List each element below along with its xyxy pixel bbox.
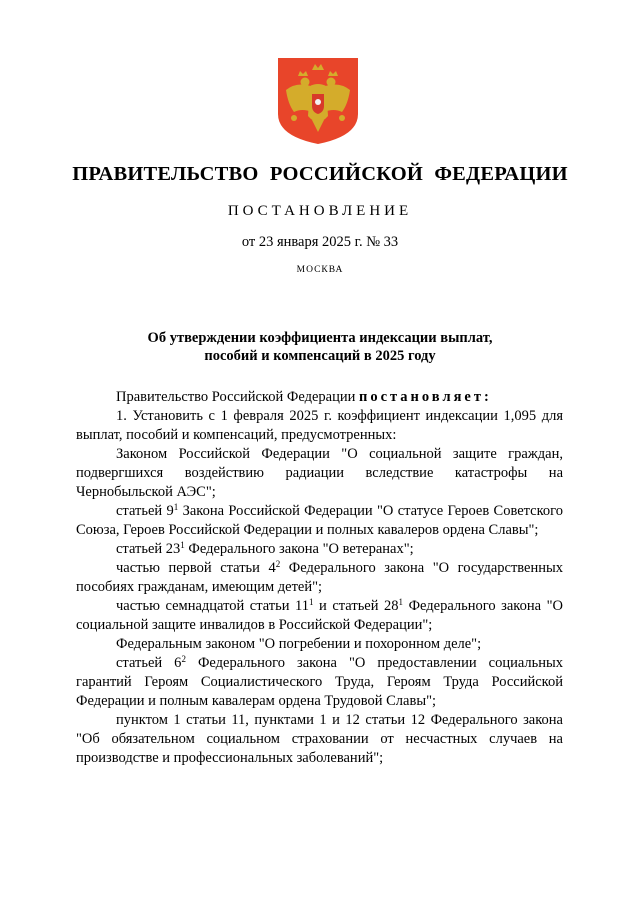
decree-subject (100, 329, 540, 365)
disabled-text: Федерального закона "О социальной защите инвалидов в Российской Федерации"; (76, 598, 563, 633)
heroes-law-text: Закона Российской Федерации "О статусе Героев Советского Союза, Героев Российской Федерации и полных кавалеров ордена Славы"; (76, 503, 564, 538)
veterans-law-text: Федерального закона "О ветеранах"; (184, 541, 414, 557)
veterans-law-ref: статьей 23 (116, 541, 181, 557)
intro-verb: постановляет: (358, 389, 492, 405)
children-benefits-sup: 2 (275, 559, 281, 569)
insurance-law-paragraph: пунктом 1 статьи 11, пунктами 1 и 12 статьи 12 Федерального закона "Об обязательном социальном страховании от несчастных случаев на производстве и профессиональных заболеваний"; (76, 712, 563, 766)
disabled-sup-2: 1 (398, 597, 404, 607)
heroes-law-paragraph (76, 502, 563, 540)
disabled-protection-paragraph (76, 597, 563, 635)
heroes-law-ref: статьей 9 (116, 503, 174, 519)
burial-law-paragraph: Федеральным законом "О погребении и похоронном деле"; (116, 636, 482, 652)
children-benefits-paragraph (76, 559, 563, 597)
russian-coat-of-arms-icon (276, 56, 360, 146)
disabled-ref-2: и статьей 28 (313, 598, 399, 614)
decree-date-number: от 23 января 2025 г. № 33 (241, 234, 399, 250)
heroes-law-sup: 1 (173, 502, 179, 512)
subject-line-2: пособий и компенсаций в 2025 году (204, 348, 436, 364)
labor-heroes-ref: статьей 6 (116, 655, 182, 671)
intro-paragraph (76, 388, 563, 407)
disabled-ref-1: частью семнадцатой статьи 11 (116, 598, 310, 614)
labor-heroes-sup: 2 (181, 654, 186, 664)
labor-heroes-text: Федерального закона "О предоставлении социальных гарантий Героям Социалистического Труда, Героям Труда Российской Федерации и полным кавалерам ордена Трудовой Славы"; (76, 655, 564, 709)
item-1-paragraph: 1. Установить с 1 февраля 2025 г. коэффициент индексации 1,095 для выплат, пособий и компенсаций, предусмотренных: (76, 408, 563, 443)
disabled-sup-1: 1 (309, 597, 314, 607)
veterans-law-sup: 1 (180, 540, 185, 550)
children-benefits-text: Федерального закона "О государственных пособиях гражданам, имеющим детей"; (76, 560, 563, 595)
labor-heroes-paragraph (76, 654, 563, 711)
decree-city: МОСКВА (296, 265, 344, 275)
decree-kind: ПОСТАНОВЛЕНИЕ (227, 203, 413, 219)
children-benefits-ref: частью первой статьи 4 (116, 560, 276, 576)
decree-body (76, 388, 563, 768)
veterans-law-paragraph (76, 540, 563, 559)
law-chernobyl-paragraph: Законом Российской Федерации "О социальной защите граждан, подвергшихся воздействию радиации вследствие катастрофы на Чернобыльской АЭС"; (76, 446, 563, 500)
intro-lead: Правительство Российской Федерации (116, 389, 359, 405)
government-title: ПРАВИТЕЛЬСТВО РОССИЙСКОЙ ФЕДЕРАЦИИ (72, 163, 568, 185)
subject-line-1: Об утверждении коэффициента индексации выплат, (147, 330, 493, 346)
